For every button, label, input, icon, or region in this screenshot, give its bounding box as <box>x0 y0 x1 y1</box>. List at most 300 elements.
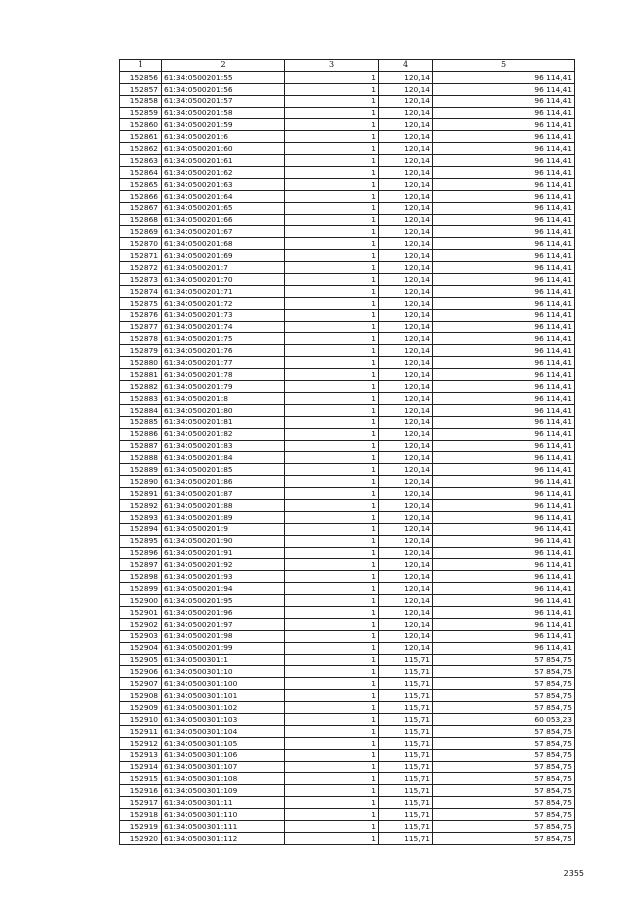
table-row <box>120 167 575 179</box>
table-cell-col2: 61:34:0500201:66 <box>162 214 285 226</box>
table-cell-col5: 57 854,75 <box>433 809 575 821</box>
table-cell-col3: 1 <box>285 559 379 571</box>
table-cell-col4: 120,14 <box>379 571 433 583</box>
table-cell-col5: 96 114,41 <box>433 452 575 464</box>
table-cell-col1: 152880 <box>120 357 162 369</box>
table-row <box>120 440 575 452</box>
table-cell-col5: 57 854,75 <box>433 702 575 714</box>
table-row <box>120 690 575 702</box>
table-cell-col2: 61:34:0500201:69 <box>162 250 285 262</box>
table-cell-col5: 57 854,75 <box>433 761 575 773</box>
table-cell-col4: 120,14 <box>379 583 433 595</box>
table-cell-col2: 61:34:0500301:112 <box>162 832 285 844</box>
table-cell-col4: 120,14 <box>379 511 433 523</box>
table-cell-col2: 61:34:0500301:10 <box>162 666 285 678</box>
table-cell-col4: 120,14 <box>379 618 433 630</box>
table-cell-col5: 57 854,75 <box>433 690 575 702</box>
table-cell-col1: 152904 <box>120 642 162 654</box>
table-cell-col5: 96 114,41 <box>433 559 575 571</box>
table-cell-col1: 152886 <box>120 428 162 440</box>
table-cell-col5: 96 114,41 <box>433 131 575 143</box>
page-number: 2355 <box>563 869 584 878</box>
table-cell-col3: 1 <box>285 618 379 630</box>
table-cell-col2: 61:34:0500201:94 <box>162 583 285 595</box>
table-cell-col2: 61:34:0500201:93 <box>162 571 285 583</box>
table-cell-col2: 61:34:0500201:92 <box>162 559 285 571</box>
table-cell-col3: 1 <box>285 345 379 357</box>
table-row <box>120 785 575 797</box>
table-cell-col2: 61:34:0500301:104 <box>162 725 285 737</box>
table-cell-col2: 61:34:0500301:11 <box>162 797 285 809</box>
table-cell-col3: 1 <box>285 464 379 476</box>
table-cell-col5: 96 114,41 <box>433 642 575 654</box>
table-cell-col3: 1 <box>285 95 379 107</box>
table-cell-col3: 1 <box>285 749 379 761</box>
table-cell-col4: 115,71 <box>379 702 433 714</box>
table-cell-col3: 1 <box>285 452 379 464</box>
table-cell-col1: 152862 <box>120 143 162 155</box>
table-cell-col2: 61:34:0500201:76 <box>162 345 285 357</box>
table-cell-col3: 1 <box>285 630 379 642</box>
table-row <box>120 143 575 155</box>
table-cell-col3: 1 <box>285 357 379 369</box>
table-cell-col1: 152866 <box>120 190 162 202</box>
table-cell-col3: 1 <box>285 440 379 452</box>
table-cell-col3: 1 <box>285 143 379 155</box>
table-cell-col1: 152918 <box>120 809 162 821</box>
table-cell-col2: 61:34:0500301:105 <box>162 737 285 749</box>
table-cell-col2: 61:34:0500201:67 <box>162 226 285 238</box>
table-cell-col1: 152897 <box>120 559 162 571</box>
table-cell-col3: 1 <box>285 713 379 725</box>
table-cell-col1: 152873 <box>120 274 162 286</box>
table-cell-col3: 1 <box>285 595 379 607</box>
table-cell-col1: 152870 <box>120 238 162 250</box>
table-row <box>120 523 575 535</box>
table-cell-col1: 152876 <box>120 309 162 321</box>
table-cell-col1: 152913 <box>120 749 162 761</box>
table-row <box>120 797 575 809</box>
column-header-5: 5 <box>433 60 575 72</box>
table-row <box>120 452 575 464</box>
table-cell-col1: 152874 <box>120 285 162 297</box>
table-cell-col4: 120,14 <box>379 321 433 333</box>
table-row <box>120 809 575 821</box>
table-cell-col5: 57 854,75 <box>433 737 575 749</box>
table-cell-col1: 152902 <box>120 618 162 630</box>
table-row <box>120 250 575 262</box>
table-row <box>120 309 575 321</box>
table-cell-col1: 152920 <box>120 832 162 844</box>
table-cell-col3: 1 <box>285 535 379 547</box>
table-cell-col2: 61:34:0500201:99 <box>162 642 285 654</box>
table-cell-col5: 96 114,41 <box>433 571 575 583</box>
table-cell-col2: 61:34:0500301:108 <box>162 773 285 785</box>
table-cell-col1: 152856 <box>120 71 162 83</box>
table-cell-col4: 120,14 <box>379 95 433 107</box>
table-cell-col1: 152899 <box>120 583 162 595</box>
table-cell-col1: 152860 <box>120 119 162 131</box>
table-cell-col4: 115,71 <box>379 678 433 690</box>
table-cell-col4: 120,14 <box>379 606 433 618</box>
table-cell-col1: 152867 <box>120 202 162 214</box>
table-cell-col1: 152875 <box>120 297 162 309</box>
table-cell-col1: 152891 <box>120 488 162 500</box>
table-cell-col1: 152911 <box>120 725 162 737</box>
table-row <box>120 547 575 559</box>
table-cell-col5: 57 854,75 <box>433 654 575 666</box>
table-cell-col1: 152917 <box>120 797 162 809</box>
table-cell-col5: 96 114,41 <box>433 333 575 345</box>
table-cell-col5: 96 114,41 <box>433 119 575 131</box>
table-cell-col5: 96 114,41 <box>433 416 575 428</box>
table-cell-col3: 1 <box>285 131 379 143</box>
table-cell-col5: 96 114,41 <box>433 321 575 333</box>
table-cell-col4: 120,14 <box>379 357 433 369</box>
table-cell-col3: 1 <box>285 190 379 202</box>
table-cell-col2: 61:34:0500201:7 <box>162 262 285 274</box>
table-cell-col4: 115,71 <box>379 666 433 678</box>
table-cell-col2: 61:34:0500201:89 <box>162 511 285 523</box>
table-cell-col3: 1 <box>285 119 379 131</box>
table-row <box>120 416 575 428</box>
table-cell-col4: 120,14 <box>379 440 433 452</box>
table-cell-col4: 120,14 <box>379 262 433 274</box>
table-cell-col5: 57 854,75 <box>433 785 575 797</box>
table-cell-col1: 152896 <box>120 547 162 559</box>
table-cell-col1: 152885 <box>120 416 162 428</box>
table-row <box>120 404 575 416</box>
table-cell-col2: 61:34:0500201:78 <box>162 369 285 381</box>
table-row <box>120 499 575 511</box>
table-cell-col5: 96 114,41 <box>433 202 575 214</box>
table-row <box>120 321 575 333</box>
table-cell-col2: 61:34:0500201:68 <box>162 238 285 250</box>
table-cell-col2: 61:34:0500301:110 <box>162 809 285 821</box>
table-row <box>120 702 575 714</box>
table-cell-col2: 61:34:0500201:61 <box>162 155 285 167</box>
table-cell-col5: 57 854,75 <box>433 797 575 809</box>
column-header-3: 3 <box>285 60 379 72</box>
table-cell-col2: 61:34:0500201:62 <box>162 167 285 179</box>
table-cell-col1: 152868 <box>120 214 162 226</box>
table-cell-col5: 57 854,75 <box>433 666 575 678</box>
table-cell-col5: 96 114,41 <box>433 155 575 167</box>
table-cell-col4: 120,14 <box>379 523 433 535</box>
table-row <box>120 345 575 357</box>
table-cell-col3: 1 <box>285 416 379 428</box>
table-row <box>120 606 575 618</box>
table-cell-col5: 96 114,41 <box>433 606 575 618</box>
table-cell-col4: 120,14 <box>379 416 433 428</box>
table-cell-col3: 1 <box>285 809 379 821</box>
table-cell-col1: 152910 <box>120 713 162 725</box>
table-row <box>120 832 575 844</box>
table-cell-col1: 152893 <box>120 511 162 523</box>
table-cell-col3: 1 <box>285 654 379 666</box>
table-cell-col1: 152916 <box>120 785 162 797</box>
table-row <box>120 428 575 440</box>
table-cell-col2: 61:34:0500301:102 <box>162 702 285 714</box>
column-header-1: 1 <box>120 60 162 72</box>
table-cell-col1: 152878 <box>120 333 162 345</box>
table-row <box>120 131 575 143</box>
table-row <box>120 464 575 476</box>
table-cell-col4: 120,14 <box>379 381 433 393</box>
table-cell-col4: 120,14 <box>379 642 433 654</box>
table-cell-col5: 96 114,41 <box>433 357 575 369</box>
table-cell-col5: 96 114,41 <box>433 83 575 95</box>
table-cell-col3: 1 <box>285 761 379 773</box>
table-cell-col1: 152872 <box>120 262 162 274</box>
table-row <box>120 559 575 571</box>
table-cell-col4: 120,14 <box>379 428 433 440</box>
table-cell-col2: 61:34:0500201:57 <box>162 95 285 107</box>
table-row <box>120 369 575 381</box>
table-cell-col1: 152883 <box>120 392 162 404</box>
table-cell-col5: 96 114,41 <box>433 95 575 107</box>
table-cell-col4: 120,14 <box>379 214 433 226</box>
table-cell-col2: 61:34:0500201:80 <box>162 404 285 416</box>
table-cell-col3: 1 <box>285 499 379 511</box>
table-cell-col5: 96 114,41 <box>433 238 575 250</box>
table-cell-col5: 96 114,41 <box>433 190 575 202</box>
table-cell-col1: 152892 <box>120 499 162 511</box>
table-cell-col3: 1 <box>285 642 379 654</box>
table-row <box>120 274 575 286</box>
table-cell-col5: 96 114,41 <box>433 274 575 286</box>
table-cell-col3: 1 <box>285 155 379 167</box>
table-row <box>120 190 575 202</box>
table-cell-col1: 152906 <box>120 666 162 678</box>
table-cell-col2: 61:34:0500201:83 <box>162 440 285 452</box>
table-cell-col4: 120,14 <box>379 595 433 607</box>
table-cell-col1: 152900 <box>120 595 162 607</box>
table-cell-col5: 96 114,41 <box>433 618 575 630</box>
table-cell-col4: 120,14 <box>379 464 433 476</box>
table-row <box>120 595 575 607</box>
table-row <box>120 262 575 274</box>
table-cell-col3: 1 <box>285 797 379 809</box>
table-row <box>120 761 575 773</box>
table-cell-col2: 61:34:0500301:101 <box>162 690 285 702</box>
table-cell-col3: 1 <box>285 381 379 393</box>
table-cell-col4: 120,14 <box>379 107 433 119</box>
table-cell-col1: 152908 <box>120 690 162 702</box>
table-row <box>120 749 575 761</box>
table-cell-col3: 1 <box>285 606 379 618</box>
table-cell-col1: 152861 <box>120 131 162 143</box>
table-cell-col1: 152912 <box>120 737 162 749</box>
table-cell-col3: 1 <box>285 262 379 274</box>
table-cell-col5: 96 114,41 <box>433 404 575 416</box>
table-row <box>120 333 575 345</box>
table-cell-col4: 115,71 <box>379 690 433 702</box>
table-cell-col2: 61:34:0500201:95 <box>162 595 285 607</box>
table-cell-col5: 96 114,41 <box>433 143 575 155</box>
table-cell-col4: 120,14 <box>379 559 433 571</box>
table-cell-col4: 115,71 <box>379 761 433 773</box>
table-cell-col5: 57 854,75 <box>433 725 575 737</box>
table-cell-col3: 1 <box>285 428 379 440</box>
table-cell-col2: 61:34:0500201:88 <box>162 499 285 511</box>
table-cell-col4: 115,71 <box>379 713 433 725</box>
table-row <box>120 83 575 95</box>
table-cell-col5: 96 114,41 <box>433 381 575 393</box>
table-cell-col5: 96 114,41 <box>433 440 575 452</box>
table-row <box>120 642 575 654</box>
table-row <box>120 214 575 226</box>
table-cell-col3: 1 <box>285 702 379 714</box>
table-cell-col3: 1 <box>285 238 379 250</box>
table-row <box>120 821 575 833</box>
table-cell-col3: 1 <box>285 690 379 702</box>
table-cell-col4: 120,14 <box>379 226 433 238</box>
table-cell-col3: 1 <box>285 511 379 523</box>
table-cell-col1: 152914 <box>120 761 162 773</box>
table-cell-col2: 61:34:0500301:109 <box>162 785 285 797</box>
table-cell-col1: 152859 <box>120 107 162 119</box>
table-cell-col2: 61:34:0500201:82 <box>162 428 285 440</box>
table-row <box>120 535 575 547</box>
table-cell-col4: 120,14 <box>379 143 433 155</box>
table-cell-col2: 61:34:0500201:90 <box>162 535 285 547</box>
table-cell-col4: 120,14 <box>379 119 433 131</box>
table-cell-col3: 1 <box>285 285 379 297</box>
table-cell-col3: 1 <box>285 333 379 345</box>
table-cell-col4: 120,14 <box>379 155 433 167</box>
table-cell-col1: 152877 <box>120 321 162 333</box>
table-cell-col2: 61:34:0500201:74 <box>162 321 285 333</box>
table-cell-col5: 96 114,41 <box>433 547 575 559</box>
table-cell-col1: 152879 <box>120 345 162 357</box>
table-cell-col3: 1 <box>285 178 379 190</box>
table-cell-col4: 120,14 <box>379 404 433 416</box>
table-cell-col4: 115,71 <box>379 832 433 844</box>
table-cell-col3: 1 <box>285 226 379 238</box>
table-cell-col5: 96 114,41 <box>433 595 575 607</box>
table-cell-col4: 120,14 <box>379 238 433 250</box>
table-cell-col1: 152894 <box>120 523 162 535</box>
table-cell-col1: 152915 <box>120 773 162 785</box>
table-cell-col2: 61:34:0500201:97 <box>162 618 285 630</box>
table-cell-col5: 96 114,41 <box>433 476 575 488</box>
table-cell-col2: 61:34:0500301:107 <box>162 761 285 773</box>
table-cell-col2: 61:34:0500201:75 <box>162 333 285 345</box>
table-cell-col5: 96 114,41 <box>433 464 575 476</box>
table-cell-col4: 115,71 <box>379 749 433 761</box>
table-cell-col2: 61:34:0500201:72 <box>162 297 285 309</box>
table-cell-col2: 61:34:0500201:86 <box>162 476 285 488</box>
table-cell-col1: 152884 <box>120 404 162 416</box>
table-cell-col5: 96 114,41 <box>433 583 575 595</box>
table-cell-col5: 96 114,41 <box>433 499 575 511</box>
table-cell-col4: 115,71 <box>379 737 433 749</box>
table-cell-col5: 96 114,41 <box>433 369 575 381</box>
table-cell-col1: 152882 <box>120 381 162 393</box>
table-cell-col4: 115,71 <box>379 809 433 821</box>
table-cell-col5: 96 114,41 <box>433 262 575 274</box>
table-cell-col1: 152905 <box>120 654 162 666</box>
table-cell-col5: 96 114,41 <box>433 167 575 179</box>
header-row <box>120 60 575 72</box>
table-cell-col1: 152919 <box>120 821 162 833</box>
table-cell-col4: 120,14 <box>379 535 433 547</box>
table-cell-col2: 61:34:0500201:6 <box>162 131 285 143</box>
table-cell-col2: 61:34:0500201:84 <box>162 452 285 464</box>
table-cell-col2: 61:34:0500201:63 <box>162 178 285 190</box>
table-cell-col3: 1 <box>285 83 379 95</box>
table-row <box>120 71 575 83</box>
table-cell-col4: 120,14 <box>379 630 433 642</box>
table-cell-col3: 1 <box>285 321 379 333</box>
table-cell-col4: 120,14 <box>379 333 433 345</box>
table-cell-col5: 57 854,75 <box>433 773 575 785</box>
table-row <box>120 678 575 690</box>
table-row <box>120 95 575 107</box>
table-cell-col2: 61:34:0500201:59 <box>162 119 285 131</box>
table-cell-col5: 96 114,41 <box>433 630 575 642</box>
table-header <box>120 60 575 72</box>
table-cell-col4: 120,14 <box>379 392 433 404</box>
table-cell-col3: 1 <box>285 392 379 404</box>
table-row <box>120 725 575 737</box>
table-row <box>120 392 575 404</box>
table-cell-col5: 96 114,41 <box>433 226 575 238</box>
table-cell-col1: 152881 <box>120 369 162 381</box>
table-cell-col3: 1 <box>285 547 379 559</box>
table-cell-col2: 61:34:0500201:9 <box>162 523 285 535</box>
table-row <box>120 618 575 630</box>
table-cell-col3: 1 <box>285 773 379 785</box>
table-cell-col4: 120,14 <box>379 309 433 321</box>
table-cell-col1: 152863 <box>120 155 162 167</box>
table-cell-col1: 152901 <box>120 606 162 618</box>
table-row <box>120 297 575 309</box>
table-cell-col5: 96 114,41 <box>433 392 575 404</box>
table-cell-col4: 120,14 <box>379 345 433 357</box>
table-cell-col2: 61:34:0500201:70 <box>162 274 285 286</box>
table-cell-col3: 1 <box>285 309 379 321</box>
table-cell-col3: 1 <box>285 107 379 119</box>
table-cell-col3: 1 <box>285 737 379 749</box>
table-cell-col5: 57 854,75 <box>433 821 575 833</box>
table-cell-col2: 61:34:0500201:55 <box>162 71 285 83</box>
table-row <box>120 119 575 131</box>
table-cell-col3: 1 <box>285 71 379 83</box>
table-cell-col3: 1 <box>285 821 379 833</box>
table-cell-col5: 96 114,41 <box>433 511 575 523</box>
table-row <box>120 285 575 297</box>
table-cell-col5: 96 114,41 <box>433 535 575 547</box>
table-cell-col5: 96 114,41 <box>433 309 575 321</box>
table-cell-col4: 120,14 <box>379 476 433 488</box>
table-cell-col4: 120,14 <box>379 131 433 143</box>
table-row <box>120 476 575 488</box>
table-cell-col4: 115,71 <box>379 785 433 797</box>
table-row <box>120 107 575 119</box>
table-cell-col2: 61:34:0500301:106 <box>162 749 285 761</box>
table-cell-col1: 152887 <box>120 440 162 452</box>
table-row <box>120 737 575 749</box>
table-cell-col4: 120,14 <box>379 547 433 559</box>
table-cell-col1: 152858 <box>120 95 162 107</box>
table-cell-col5: 96 114,41 <box>433 107 575 119</box>
table-cell-col2: 61:34:0500201:64 <box>162 190 285 202</box>
table-cell-col4: 120,14 <box>379 274 433 286</box>
table-cell-col2: 61:34:0500201:58 <box>162 107 285 119</box>
table-cell-col2: 61:34:0500201:87 <box>162 488 285 500</box>
